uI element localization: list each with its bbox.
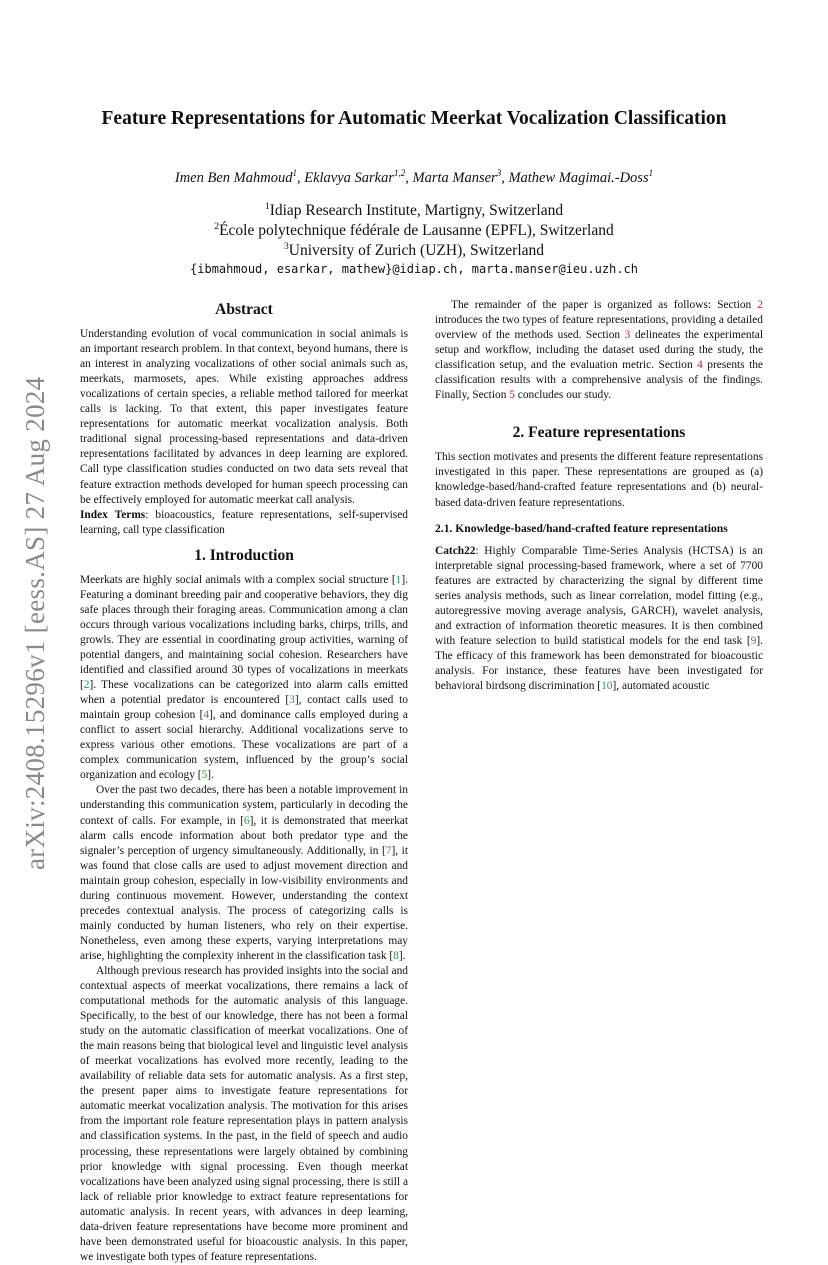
intro-paragraph-3: Although previous research has provided insights into the social and contextual aspects of meerkat vocalizations, there remains a lack of computational methods for the automatic analysis of this language. Specifically, to the best of our knowledge, there has not been a formal study on the automatic classification of meerkat vocalizations. One of the main reasons being that biological level and linguistic level analysis of meerkat vocalizations has evolved more recently, leading to the availability of reliable data sets for automatic analysis. As a first step, the present paper aims to investigate feature representations for automatic meerkat vocalization analysis. The motivation for this arises from the important role feature representation plays in pattern analysis and classification systems. In the past, in the field of speech and audio processing, these representations were largely obtained by combining prior knowledge with signal processing. Even though meerkat vocalizations have been analyzed using signal processing, there is still a lack of reliable prior knowledge to extract feature representations for automatic analysis. In recent years, with advances in deep learning, data-driven feature representations have become more prominent and have been demonstrated useful for bioacoustic analysis. In this paper, we investigate both types of feature representations. <box>80 964 409 1263</box>
author: Imen Ben Mahmoud <box>174 170 293 186</box>
author: Marta Manser <box>412 170 497 186</box>
author-emails: {ibmahmoud, esarkar, mathew}@idiap.ch, marta.manser@ieu.uzh.ch <box>190 262 638 276</box>
catch22-paragraph: Catch22: Highly Comparable Time-Series Analysis (HCTSA) is an interpretable signal processing-based framework, where a set of 7700 features are extracted by characterizing the signal by different time series analysis methods, such as linear correlation, model fitting (e.g., autoregressive moving average analysis, GARCH), wavelet analysis, and extraction of information theoretic measures. It is then combined with feature selection to build statistical models for the end task [9]. The efficacy of this framework has been demonstrated for bioacoustic analysis. For instance, these features have been investigated for behavioral birdsong discrimination [10], automated acoustic <box>435 544 763 693</box>
paper-title: Feature Representations for Automatic Meerkat Vocalization Classification <box>101 108 727 129</box>
author-affiliation-mark: 1,2 <box>394 168 406 179</box>
section-link[interactable]: 5 <box>509 389 515 402</box>
features-paragraph-1: This section motivates and presents the different feature representations investigated in this paper. These representations are grouped as (a) knowledge-based/hand-crafted feature representations and (b) neural-based data-driven feature representations. <box>435 451 763 509</box>
affiliation-number: 2 <box>214 220 220 232</box>
author: Mathew Magimai.-Doss <box>508 170 649 186</box>
citation-link[interactable]: 9 <box>750 634 757 647</box>
affiliation-number: 3 <box>283 240 289 252</box>
index-terms <box>80 508 408 538</box>
author-affiliation-mark: 3 <box>496 168 502 179</box>
citation-link[interactable]: 5 <box>201 769 208 782</box>
author: Eklavya Sarkar <box>304 170 395 186</box>
intro-paragraph-1: Meerkats are highly social animals with a complex social structure [1]. Featuring a dominant breeding pair and cooperative behaviors, they dig safe places through their foraging areas. Communication among a clan occurs through various vocalizations including barks, chirps, trills, and growls. They are essential in coordinating group activities, warning of potential dangers, and maintaining social cohesion. Researchers have identified and classified around 30 types of vocalizations in meerkats [2]. These vocalizations can be categorized into alarm calls emitted when a potential predator is encountered [3], contact calls used to maintain group cohesion [4], and dominance calls employed during a conflict to assert social hierarchy. Additional vocalizations serve to express various other emotions. These vocalizations are part of a complex communication system, influenced by the group’s social organization and ecology [5]. <box>80 573 408 782</box>
citation-link[interactable]: 3 <box>289 694 295 707</box>
right-column <box>435 298 763 694</box>
citation-link[interactable]: 4 <box>203 709 210 722</box>
section-link[interactable]: 3 <box>624 329 631 342</box>
section-link[interactable]: 4 <box>697 359 703 372</box>
author-affiliation-mark: 1 <box>648 168 654 179</box>
affiliation-list <box>60 201 768 261</box>
feature-representations-heading: 2. Feature representations <box>512 424 686 442</box>
citation-link[interactable]: 8 <box>393 949 399 962</box>
index-terms-label: Index Terms <box>80 508 146 521</box>
section-link[interactable]: 2 <box>757 299 763 311</box>
affiliation-text: École polytechnique fédérale de Lausanne (EPFL), Switzerland <box>219 222 614 239</box>
author-list: Imen Ben Mahmoud$^1$, Eklavya Sarkar$^{1,2}$, Marta Manser$^3$, Mathew Magimai.-Doss$^1$ <box>174 168 654 186</box>
arxiv-identifier: arXiv:2408.15296v1 [eess.AS] 27 Aug 2024 <box>20 376 50 870</box>
citation-link[interactable]: 10 <box>601 680 613 693</box>
catch22-label: Catch22 <box>435 544 476 557</box>
affiliation <box>60 221 768 241</box>
citation-link[interactable]: 6 <box>243 814 250 827</box>
citation-link[interactable]: 7 <box>385 844 392 857</box>
author-affiliation-mark: 1 <box>292 168 297 179</box>
citation-link[interactable]: 2 <box>83 679 90 692</box>
affiliation-text: Idiap Research Institute, Martigny, Switzerland <box>269 202 564 219</box>
introduction-heading: 1. Introduction <box>194 546 294 564</box>
affiliation-number: 1 <box>264 200 270 212</box>
affiliation <box>60 241 768 261</box>
citation-link[interactable]: 1 <box>395 573 402 586</box>
abstract-heading: Abstract <box>215 301 273 318</box>
index-terms-text: : bioacoustics, feature representations, self-supervised learning, call type classification <box>80 508 408 536</box>
affiliation <box>60 201 768 221</box>
abstract-text: Understanding evolution of vocal communication in social animals is an important research problem. In that context, beyond humans, there is an interest in analyzing vocalizations of other social animals such as, meerkats, marmosets, apes. While existing approaches address vocalizations of certain species, a reliable method tailored for meerkat calls is lacking. To that extent, this paper investigates feature representations for automatic meerkat vocalization analysis. Both traditional signal processing-based representations and data-driven representations facilitated by advances in deep learning are explored. Call type classification studies conducted on two data sets reveal that feature extraction methods developed for human speech processing can be effectively employed for automatic meerkat call analysis. <box>80 328 408 506</box>
affiliation-text: University of Zurich (UZH), Switzerland <box>288 242 545 259</box>
left-column <box>80 298 408 1265</box>
intro-paragraph-4: The remainder of the paper is organized as follows: Section 2 introduces the two types of feature representations, providing a detailed overview of the methods used. Section 3 delineates the experimental setup and workflow, including the dataset used during the study, the classification setup, and the evaluation metric. Section 4 presents the classification results with a comprehensive analysis of the findings. Finally, Section 5 concludes our study. <box>435 299 763 402</box>
intro-paragraph-2: Over the past two decades, there has been a notable improvement in understanding this communication system, particularly in decoding the context of calls. For example, in [6], it is demonstrated that meerkat alarm calls encode information about both predator type and the signaler’s perception of urgency simultaneously. Additionally, in [7], it was found that close calls are used to adjust movement direction and maintain group cohesion, especially in low-visibility environments and during continuous movement. However, understanding the context precedes contextual analysis. The process of categorizing calls is mainly conducted by human listeners, who rely on their expertise. Nonetheless, even among these experts, varying interpretations may arise, highlighting the complexity inherent in the classification task [8]. <box>80 784 408 962</box>
subsection-heading: 2.1. Knowledge-based/hand-crafted feature representations <box>435 521 728 535</box>
